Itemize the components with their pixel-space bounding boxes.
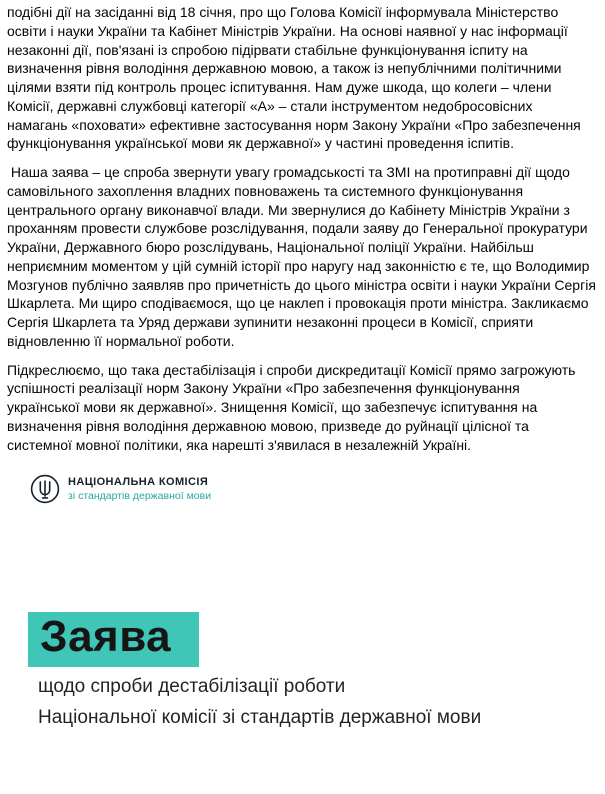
org-text <box>68 476 211 502</box>
org-name: НАЦІОНАЛЬНА КОМІСІЯ <box>68 476 209 489</box>
org-logo <box>30 474 211 504</box>
statement-subtitle <box>38 672 481 733</box>
org-subtitle: зі стандартів державної мови <box>68 490 212 503</box>
post-paragraph: Наша заява – це спроба звернути увагу громадськості та ЗМІ на протиправні дії щодо самовільного захоплення владних повноважень та системного функціонування центрального органу виконавчої влади. Ми звернулися до Кабінету Міністрів України з проханням провести службове розслідування, подали заяву до Генеральної прокуратури України, Державного бюро розслідувань, Національної поліції України. Найбільш неприємним моментом у цій сумній історії про наругу над законністю є те, що Володимир Мозгунов публічно заявляв про причетність до цього міністра освіти і науки України Сергія Шкарлета. Ми щиро сподіваємося, що це наклеп і провокація проти міністра. Закликаємо Сергія Шкарлета та Уряд держави зупинити незаконні процеси в Комісії, сприяти відновленню її нормальної роботи. <box>7 164 600 349</box>
statement-subtitle-line: Національної комісії зі стандартів державної мови <box>38 706 482 728</box>
statement-title <box>28 612 199 667</box>
post-paragraph: подібні дії на засіданні від 18 січня, про що Голова Комісії інформувала Міністерство освіти і науки України та Кабінет Міністрів України. На основі наявної у нас інформації незаконні дії, пов'язані із спробою підірвати стабільне функціонування іспиту на визначення рівня володіння державною мовою, а також із непублічними політичними цілями взяти під контроль процес іспитування. Нам дуже шкода, що колеги – члени Комісії, державні службовці категорії «А» – стали інструментом недобросовісних намагань «поховати» ефективне застосування норм Закону України «Про забезпечення функціонування української мови як державної» у частині проведення іспитів. <box>7 4 585 152</box>
attached-image[interactable] <box>0 464 605 794</box>
post-paragraph: Підкреслюємо, що така дестабілізація і спроби дискредитації Комісії прямо загрожують успішності реалізації норм Закону України «Про забезпечення функціонування української мови як державної». Знищення Комісії, що забезпечує іспитування на визначення рівня володіння державною мовою, призведе до руйнації цілісної та системної мовної політики, яка нарешті з'явилася в незалежній Україні. <box>7 361 580 453</box>
statement-title-highlight: Заява <box>28 612 199 667</box>
trident-icon <box>30 474 60 504</box>
statement-subtitle-line: щодо спроби дестабілізації роботи <box>38 676 346 698</box>
